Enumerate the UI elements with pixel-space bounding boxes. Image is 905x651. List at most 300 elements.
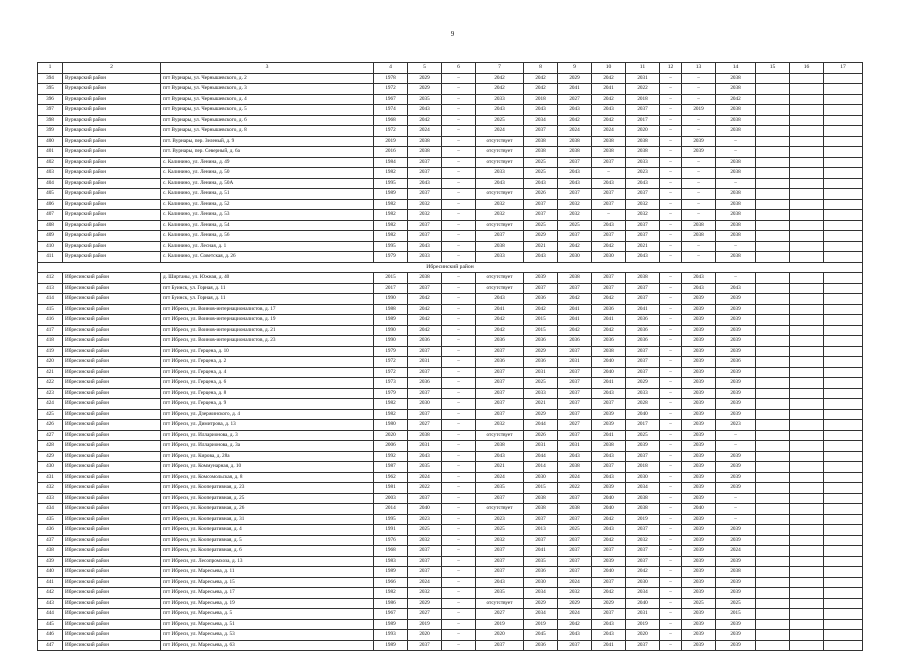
table-cell: – [442, 430, 476, 441]
table-cell: 1974 [374, 105, 408, 116]
table-cell: 2038 [408, 273, 442, 284]
table-cell: 2018 [524, 94, 558, 105]
table-cell: – [660, 136, 682, 147]
table-cell: 2037 [592, 462, 626, 473]
table-cell: 2036 [408, 336, 442, 347]
table-cell: 2037 [558, 640, 592, 651]
table-cell: 2043 [682, 283, 716, 294]
table-cell [824, 147, 863, 158]
table-cell: Ибресинский район [63, 483, 161, 494]
table-cell: 2037 [558, 189, 592, 200]
table-cell: 2036 [626, 325, 660, 336]
table-cell: пгт Ибреси, ул. Герцена, д. 9 [161, 399, 374, 410]
table-cell: 2037 [524, 126, 558, 137]
table-cell: 2042 [476, 84, 524, 95]
table-cell: 2019 [682, 105, 716, 116]
table-cell: 2029 [626, 378, 660, 389]
table-cell: – [660, 231, 682, 242]
table-cell: 1979 [374, 388, 408, 399]
table-cell [824, 567, 863, 578]
table-row [38, 451, 863, 462]
table-cell: д. Ширтаны, ул. Южная, д. 40 [161, 273, 374, 284]
table-row [38, 399, 863, 410]
table-cell: 2025 [716, 598, 756, 609]
header-cell: 13 [682, 63, 716, 74]
table-cell: 425 [38, 409, 63, 420]
table-cell: 2042 [408, 315, 442, 326]
table-cell: Ибресинский район [63, 346, 161, 357]
table-cell: Вурнарский район [63, 94, 161, 105]
table-cell: 2037 [626, 220, 660, 231]
table-cell [756, 346, 790, 357]
table-cell: 2043 [558, 451, 592, 462]
table-cell: – [442, 598, 476, 609]
table-cell: 2031 [408, 441, 442, 452]
table-cell [756, 483, 790, 494]
table-cell: 2037 [408, 283, 442, 294]
table-cell: 2041 [558, 84, 592, 95]
table-cell: – [442, 115, 476, 126]
table-cell [824, 283, 863, 294]
table-cell: 1982 [374, 409, 408, 420]
table-row [38, 462, 863, 473]
table-row [38, 189, 863, 200]
table-cell [756, 441, 790, 452]
table-cell: 2032 [626, 199, 660, 210]
table-cell: 429 [38, 451, 63, 462]
table-cell: – [660, 325, 682, 336]
table-cell: 421 [38, 367, 63, 378]
table-cell: 2038 [592, 136, 626, 147]
table-cell: – [442, 451, 476, 462]
table-cell: – [442, 168, 476, 179]
table-cell: 2039 [716, 577, 756, 588]
table-row [38, 147, 863, 158]
table-cell [790, 84, 824, 95]
table-cell: – [682, 168, 716, 179]
table-cell: 415 [38, 304, 63, 315]
table-cell: пгт Ибреси, ул. Маресьева, д. 15 [161, 577, 374, 588]
table-cell: 2042 [408, 325, 442, 336]
table-cell: 2018 [626, 94, 660, 105]
table-cell: 2039 [592, 556, 626, 567]
table-cell: – [660, 126, 682, 137]
table-cell: пгт Ибреси, ул. Герцена, д. 6 [161, 378, 374, 389]
table-cell: 2043 [524, 178, 558, 189]
table-cell: – [442, 84, 476, 95]
table-cell: – [660, 147, 682, 158]
table-cell: – [716, 441, 756, 452]
table-cell: 2037 [408, 556, 442, 567]
table-cell [756, 231, 790, 242]
table-cell: 2028 [626, 399, 660, 410]
table-cell [790, 535, 824, 546]
table-cell: 2042 [592, 94, 626, 105]
table-cell: пгт Буинск, ул. Горная, д. 11 [161, 283, 374, 294]
table-row [38, 430, 863, 441]
table-cell: пгт Ибреси, ул. Воинов-интернационалистов, д. 17 [161, 304, 374, 315]
table-cell: 2021 [524, 399, 558, 410]
header-cell: 14 [716, 63, 756, 74]
table-cell [790, 567, 824, 578]
table-cell [756, 168, 790, 179]
table-cell [790, 472, 824, 483]
table-cell: пгт Вурнары, ул. Чернышевского, д. 3 [161, 84, 374, 95]
table-cell: – [660, 241, 682, 252]
table-cell: 2039 [682, 514, 716, 525]
table-cell: 2042 [558, 325, 592, 336]
table-cell: – [682, 157, 716, 168]
table-cell: – [660, 483, 682, 494]
table-cell [790, 462, 824, 473]
table-cell: 2042 [558, 241, 592, 252]
table-cell: 2030 [408, 399, 442, 410]
table-cell: 2038 [558, 462, 592, 473]
table-cell: 2019 [476, 619, 524, 630]
table-cell: 447 [38, 640, 63, 651]
table-cell: Ибресинский район [63, 640, 161, 651]
table-cell: 2043 [592, 105, 626, 116]
table-row [38, 241, 863, 252]
table-cell: – [442, 336, 476, 347]
table-cell: 2032 [558, 210, 592, 221]
table-cell: 2043 [408, 105, 442, 116]
table-cell: 2039 [716, 556, 756, 567]
table-cell [790, 199, 824, 210]
table-cell: 2038 [592, 147, 626, 158]
table-cell: Вурнарский район [63, 178, 161, 189]
table-cell [790, 388, 824, 399]
table-row [38, 598, 863, 609]
table-cell: 2038 [476, 241, 524, 252]
table-cell [790, 115, 824, 126]
table-cell: 397 [38, 105, 63, 116]
table-cell [790, 619, 824, 630]
table-cell: – [682, 241, 716, 252]
table-cell: 2037 [626, 556, 660, 567]
table-cell: – [592, 168, 626, 179]
table-cell: 2036 [524, 640, 558, 651]
table-cell [790, 73, 824, 84]
table-cell [824, 126, 863, 137]
table-cell: с. Калинино, ул. Ленина, д. 56 [161, 231, 374, 242]
table-cell [756, 304, 790, 315]
table-cell: 437 [38, 535, 63, 546]
table-cell: 2029 [524, 409, 558, 420]
table-cell: 2025 [524, 378, 558, 389]
table-cell: 2039 [716, 388, 756, 399]
table-cell [824, 136, 863, 147]
header-cell: 15 [756, 63, 790, 74]
table-cell: 1982 [374, 168, 408, 179]
table-cell: Ибресинский район [63, 367, 161, 378]
table-cell: 2039 [682, 357, 716, 368]
table-cell: пгт Ибреси, ул. Кооперативная, д. 4 [161, 525, 374, 536]
table-cell [790, 105, 824, 116]
table-cell: пгт Ибреси, ул. Илларионова, д. 3а [161, 441, 374, 452]
table-cell: 2030 [558, 252, 592, 263]
table-cell: пгт Ибреси, ул. Маресьева, д. 17 [161, 588, 374, 599]
table-cell [824, 619, 863, 630]
table-cell [824, 231, 863, 242]
table-cell: 2016 [374, 147, 408, 158]
table-cell: 2037 [626, 105, 660, 116]
table-cell: 2029 [592, 598, 626, 609]
table-cell [790, 273, 824, 284]
table-cell: – [716, 178, 756, 189]
table-cell [756, 577, 790, 588]
table-cell: – [442, 514, 476, 525]
table-cell: 2037 [408, 168, 442, 179]
table-cell: 2020 [408, 630, 442, 641]
table-cell [824, 409, 863, 420]
table-cell: 2037 [476, 546, 524, 557]
table-cell: – [716, 147, 756, 158]
table-cell: – [442, 231, 476, 242]
table-cell [756, 210, 790, 221]
table-cell: 2025 [408, 525, 442, 536]
table-cell: 1995 [374, 178, 408, 189]
table-cell [824, 304, 863, 315]
table-cell [790, 577, 824, 588]
table-cell: 2037 [592, 577, 626, 588]
table-cell: 2032 [558, 588, 592, 599]
table-cell: 2041 [626, 304, 660, 315]
table-cell: 2013 [524, 525, 558, 536]
table-row [38, 73, 863, 84]
table-cell: 2039 [682, 577, 716, 588]
table-cell [756, 136, 790, 147]
table-cell: Ибресинский район [63, 577, 161, 588]
table-cell: 2039 [682, 388, 716, 399]
table-cell: 396 [38, 94, 63, 105]
header-cell: 11 [626, 63, 660, 74]
table-cell [756, 546, 790, 557]
table-cell: отсутствует [476, 598, 524, 609]
table-cell [756, 105, 790, 116]
table-cell: – [716, 136, 756, 147]
table-cell: 2025 [476, 525, 524, 536]
table-cell: 2023 [408, 514, 442, 525]
table-cell: – [660, 514, 682, 525]
table-cell: 2039 [716, 346, 756, 357]
table-cell: 2043 [682, 273, 716, 284]
table-cell: – [660, 336, 682, 347]
table-cell: 2026 [524, 430, 558, 441]
table-cell [756, 388, 790, 399]
table-cell [790, 315, 824, 326]
table-cell: 2034 [626, 483, 660, 494]
table-cell: Вурнарский район [63, 189, 161, 200]
table-cell: – [660, 420, 682, 431]
table-cell: пгт Ибреси, ул. Димитрова, д. 13 [161, 420, 374, 431]
table-cell: 1984 [374, 157, 408, 168]
table-cell: 2041 [592, 378, 626, 389]
table-cell [756, 357, 790, 368]
table-cell: Ибресинский район [63, 598, 161, 609]
table-cell: 2019 [408, 619, 442, 630]
table-cell: – [660, 367, 682, 378]
table-cell: 420 [38, 357, 63, 368]
table-cell: 2037 [476, 567, 524, 578]
table-cell: 1982 [374, 220, 408, 231]
table-cell: 2040 [408, 504, 442, 515]
table-cell: – [716, 273, 756, 284]
table-cell: 2039 [682, 630, 716, 641]
table-cell: 2039 [716, 304, 756, 315]
table-cell: с. Калинино, ул. Ленина, д. 54 [161, 220, 374, 231]
table-cell [824, 325, 863, 336]
table-cell: – [660, 189, 682, 200]
table-row [38, 168, 863, 179]
table-cell: 2043 [408, 178, 442, 189]
table-row [38, 514, 863, 525]
table-cell: пгт Ибреси, ул. Лесопромхоза, д. 13 [161, 556, 374, 567]
table-row [38, 273, 863, 284]
table-cell: 413 [38, 283, 63, 294]
table-cell: 2039 [682, 136, 716, 147]
table-cell: отсутствует [476, 157, 524, 168]
table-cell: 2042 [524, 304, 558, 315]
table-cell: 2043 [626, 252, 660, 263]
table-cell [790, 630, 824, 641]
table-cell [790, 241, 824, 252]
table-cell: 2033 [524, 388, 558, 399]
table-cell: 2021 [476, 462, 524, 473]
table-cell: 2015 [716, 609, 756, 620]
table-cell: 431 [38, 472, 63, 483]
table-cell: – [660, 609, 682, 620]
table-cell: 1988 [374, 304, 408, 315]
table-cell [756, 409, 790, 420]
table-cell: – [442, 178, 476, 189]
table-cell: – [660, 157, 682, 168]
table-cell: 2039 [682, 409, 716, 420]
table-cell [756, 126, 790, 137]
table-cell: 2039 [682, 378, 716, 389]
table-cell: Ибресинский район [63, 420, 161, 431]
table-cell: 2042 [592, 241, 626, 252]
table-cell [756, 525, 790, 536]
table-cell: 403 [38, 168, 63, 179]
table-cell: 2037 [408, 388, 442, 399]
table-cell: Ибресинский район [63, 535, 161, 546]
table-cell: 433 [38, 493, 63, 504]
table-cell: – [442, 325, 476, 336]
table-cell: пгт Ибреси, ул. Коммунарная, д. 10 [161, 462, 374, 473]
table-cell: 2032 [558, 199, 592, 210]
table-cell: 1991 [374, 525, 408, 536]
table-cell: 1989 [374, 619, 408, 630]
table-cell [824, 178, 863, 189]
table-cell: 2031 [524, 441, 558, 452]
table-cell: пгт Ибреси, ул. Кооперативная, д. 23 [161, 483, 374, 494]
table-cell: пгт Ибреси, ул. Герцена, д. 4 [161, 367, 374, 378]
table-cell: 2030 [626, 577, 660, 588]
table-cell: – [660, 115, 682, 126]
table-cell: 2037 [626, 189, 660, 200]
table-cell: 2038 [716, 567, 756, 578]
table-cell: 2037 [408, 640, 442, 651]
table-cell: 428 [38, 441, 63, 452]
table-cell: 2041 [592, 640, 626, 651]
table-cell: 2039 [682, 462, 716, 473]
table-cell: 1966 [374, 577, 408, 588]
table-cell: 2029 [408, 598, 442, 609]
table-cell: 2038 [716, 252, 756, 263]
table-cell: 398 [38, 115, 63, 126]
table-cell: 2036 [524, 336, 558, 347]
table-cell: 2037 [626, 451, 660, 462]
page-number: 9 [450, 30, 455, 38]
table-cell: 2039 [524, 273, 558, 284]
table-cell: 2019 [626, 619, 660, 630]
table-cell: 2036 [476, 336, 524, 347]
table-cell: с. Калинино, ул. Ленина, д. 53 [161, 210, 374, 221]
table-cell [824, 378, 863, 389]
table-cell: 2035 [408, 462, 442, 473]
table-cell: – [442, 220, 476, 231]
table-cell: 2029 [408, 84, 442, 95]
table-cell: 2024 [408, 126, 442, 137]
table-cell [756, 315, 790, 326]
table-cell [824, 252, 863, 263]
table-cell: – [442, 619, 476, 630]
table-cell: 2039 [716, 378, 756, 389]
table-cell: 2037 [558, 283, 592, 294]
table-cell: 2033 [408, 252, 442, 263]
table-cell [824, 493, 863, 504]
table-cell: 2043 [592, 619, 626, 630]
table-cell: 2039 [682, 294, 716, 305]
table-cell: 2039 [682, 336, 716, 347]
table-cell: пгт Ибреси, ул. Герцена, д. 2 [161, 357, 374, 368]
table-cell: 2032 [476, 420, 524, 431]
table-cell: 407 [38, 210, 63, 221]
table-cell: 405 [38, 189, 63, 200]
table-cell: пгт Ибреси, ул. Маресьева, д. 19 [161, 598, 374, 609]
table-cell: 2024 [592, 126, 626, 137]
table-cell: 2037 [592, 231, 626, 242]
table-cell: 2037 [408, 220, 442, 231]
table-cell: пгт Ибреси, ул. Воинов-интернационалистов, д. 23 [161, 336, 374, 347]
table-cell: 427 [38, 430, 63, 441]
table-cell [790, 210, 824, 221]
table-cell: пгт Ибреси, ул. Герцена, д. 8 [161, 388, 374, 399]
table-cell: 2037 [626, 346, 660, 357]
table-cell [790, 367, 824, 378]
table-cell: – [442, 462, 476, 473]
table-cell [824, 94, 863, 105]
table-cell: 2037 [558, 346, 592, 357]
table-cell: – [660, 378, 682, 389]
table-cell: 2039 [716, 409, 756, 420]
table-cell: 2037 [626, 294, 660, 305]
table-cell [756, 588, 790, 599]
table-cell: 401 [38, 147, 63, 158]
table-cell: 2037 [476, 493, 524, 504]
table-cell: – [660, 556, 682, 567]
table-cell: 2031 [626, 609, 660, 620]
table-row [38, 546, 863, 557]
table-cell: 2037 [592, 199, 626, 210]
table-row [38, 619, 863, 630]
table-cell: 1982 [374, 210, 408, 221]
table-cell: – [660, 178, 682, 189]
table-cell: 2037 [558, 430, 592, 441]
table-cell: 2038 [626, 273, 660, 284]
table-cell: 2043 [716, 283, 756, 294]
